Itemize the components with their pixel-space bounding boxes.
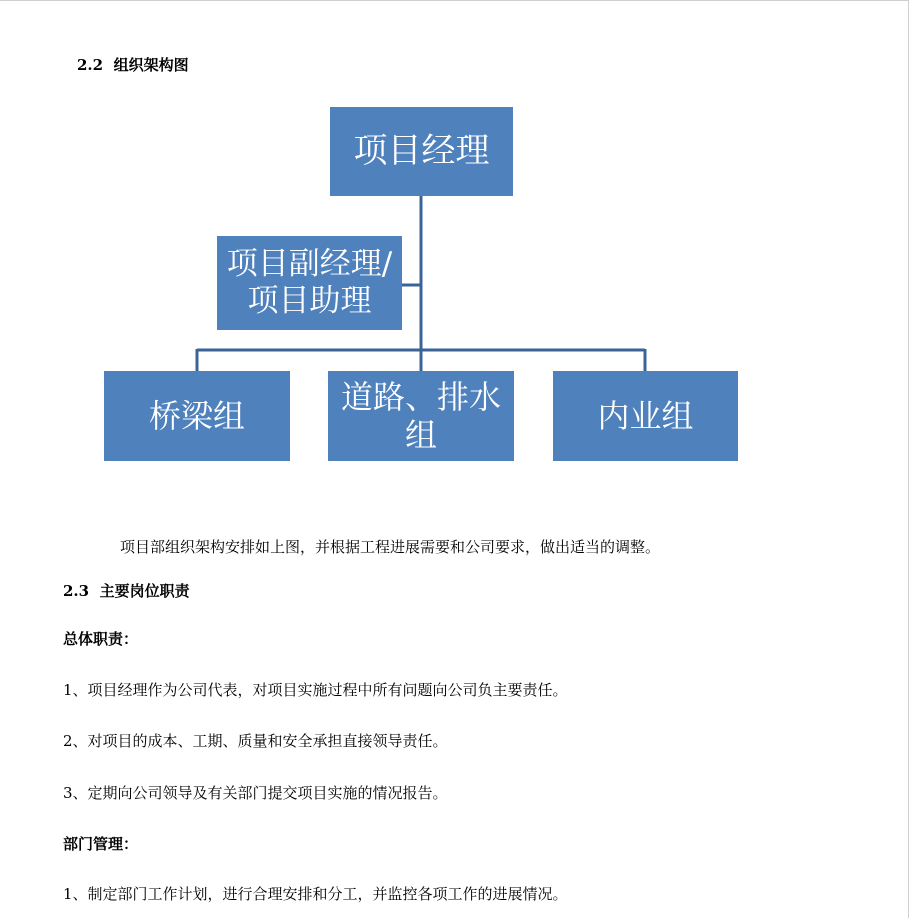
overall-duties-heading: 总体职责： — [63, 630, 139, 648]
dept-management-heading: 部门管理： — [63, 835, 139, 853]
overall-duty-item: 1、项目经理作为公司代表，对项目实施过程中所有问题向公司负主要责任。 — [63, 681, 568, 699]
dept-management-item: 1、制定部门工作计划，进行合理安排和分工，并监控各项工作的进展情况。 — [63, 885, 568, 903]
org-note: 项目部组织架构安排如上图，并根据工程进展需要和公司要求，做出适当的调整。 — [120, 538, 661, 556]
section-number: 2.3 — [63, 582, 90, 600]
org-box-office-group: 内业组 — [553, 371, 738, 461]
org-box-road-drainage-group: 道路、排水组 — [328, 371, 514, 461]
section-number: 2.2 — [77, 56, 104, 74]
org-box-project-manager: 项目经理 — [330, 107, 513, 196]
org-box-assistant-manager: 项目副经理/项目助理 — [217, 236, 402, 330]
overall-duty-item: 2、对项目的成本、工期、质量和安全承担直接领导责任。 — [63, 732, 448, 750]
section-title: 主要岗位职责 — [99, 582, 190, 600]
section-heading-2-3 — [63, 581, 190, 601]
overall-duty-item: 3、定期向公司领导及有关部门提交项目实施的情况报告。 — [63, 784, 448, 802]
section-title: 组织架构图 — [113, 56, 189, 74]
org-box-bridge-group: 桥梁组 — [104, 371, 290, 461]
